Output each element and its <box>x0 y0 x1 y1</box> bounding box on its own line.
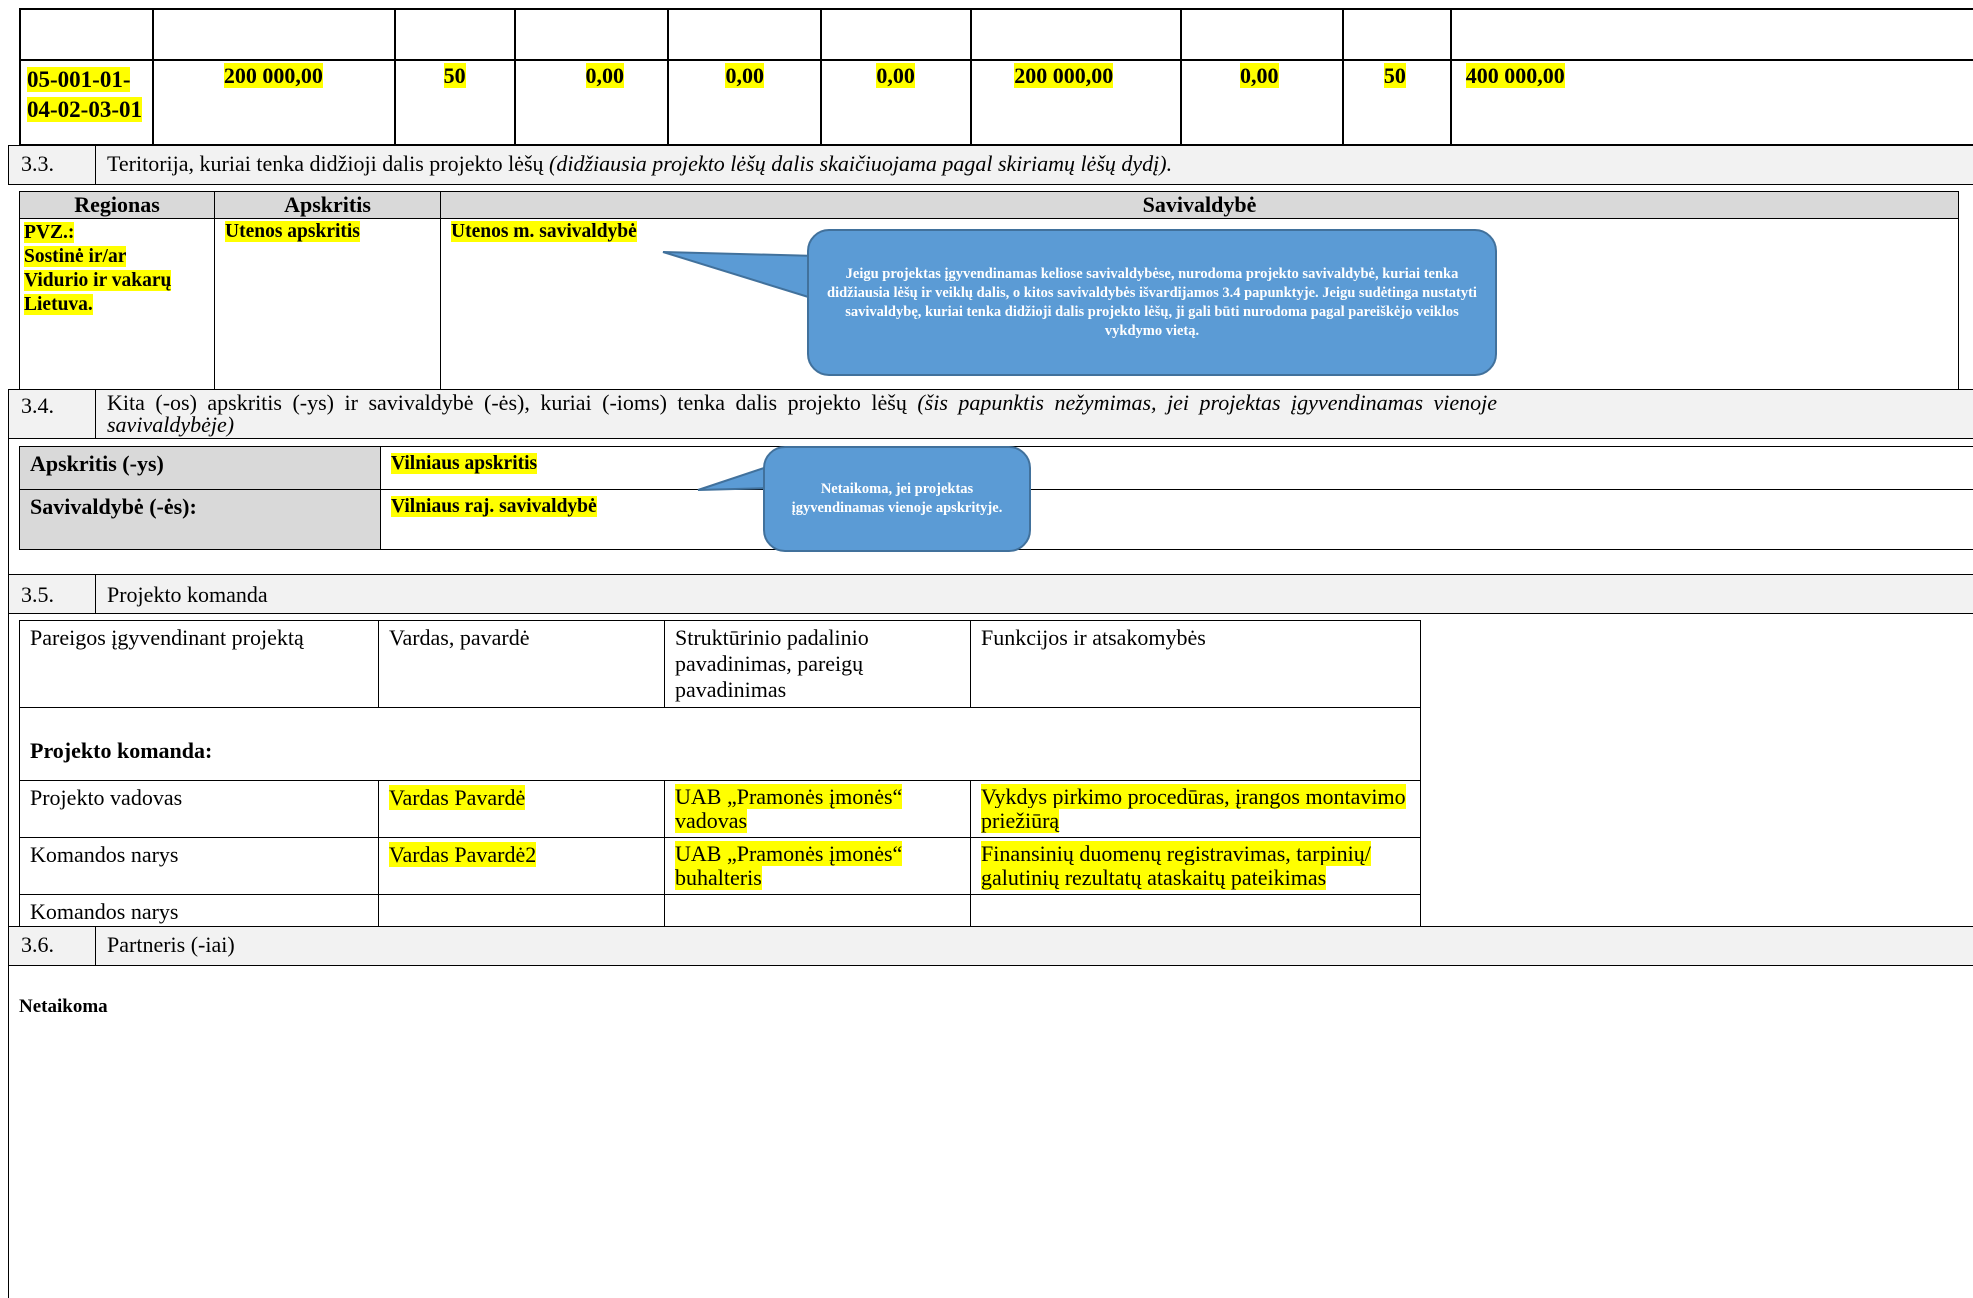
member-role: Komandos narys <box>20 838 379 895</box>
municipality-value: Utenos m. savivaldybė <box>451 221 637 242</box>
section-3-3-heading <box>8 145 1973 185</box>
section-3-5-number: 3.5. <box>21 582 54 607</box>
member-duties: Finansinių duomenų registravimas, tarpinių/ galutinių rezultatų ataskaitų pateikimas <box>981 841 1371 890</box>
header-municipality: Savivaldybė <box>441 192 1959 219</box>
budget-value-8: 50 <box>1383 63 1406 88</box>
member-unit: UAB „Pramonės įmonės“ buhalteris <box>675 841 903 890</box>
team-table <box>19 620 1421 931</box>
county-callout: Netaikoma, jei projektas įgyvendinamas vienoje apskrityje. <box>763 446 1031 552</box>
member-unit: UAB „Pramonės įmonės“ vadovas <box>675 784 903 833</box>
team-subheading: Projekto komanda: <box>20 708 1421 781</box>
section-3-6-number: 3.6. <box>21 932 54 957</box>
member-duties: Vykdys pirkimo procedūras, įrangos montavimo priežiūrą <box>981 784 1406 833</box>
section-3-3-text: Teritorija, kuriai tenka didžioji dalis projekto lėšų <box>107 151 550 176</box>
section-3-4-number: 3.4. <box>21 393 54 418</box>
member-role: Projekto vadovas <box>20 781 379 838</box>
budget-value-4: 0,00 <box>725 63 764 88</box>
budget-code: 05-001-01-04-02-03-01 <box>20 60 153 145</box>
header-county: Apskritis <box>215 192 441 219</box>
budget-value-9: 400 000,00 <box>1465 63 1565 88</box>
section-3-4-text: Kita (-os) apskritis (-ys) ir savivaldybė (-ės), kuriai (-ioms) tenka dalis projekto lėšų <box>107 390 918 415</box>
header-region: Regionas <box>20 192 215 219</box>
callout-pointer <box>660 230 820 310</box>
team-header-unit: Struktūrinio padalinio pavadinimas, pareigų pavadinimas <box>665 621 971 708</box>
municipality-label: Savivaldybė (-ės): <box>20 490 381 550</box>
section-3-3-number: 3.3. <box>21 151 54 176</box>
other-municipality-value: Vilniaus raj. savivaldybė <box>391 496 597 517</box>
budget-value-2: 50 <box>443 63 466 88</box>
budget-value-5: 0,00 <box>876 63 915 88</box>
section-3-5-heading <box>8 574 1973 614</box>
other-county-value: Vilniaus apskritis <box>391 453 538 474</box>
section-3-4-heading: 3.4. Kita (-os) apskritis (-ys) ir savivaldybė (-ės), kuriai (-ioms) tenka dalis projekto lėšų (šis papunktis nežymimas, jei projektas įgyvendinamas vienoje savivaldybėje) <box>8 389 1973 439</box>
budget-value-1: 200 000,00 <box>223 63 323 88</box>
section-3-6-heading <box>8 926 1973 966</box>
county-label: Apskritis (-ys) <box>20 447 381 490</box>
region-cell: PVZ.: Sostinė ir/ar Vidurio ir vakarų Lietuva. <box>20 219 215 391</box>
budget-value-6: 200 000,00 <box>1014 63 1114 88</box>
table-row <box>20 781 1421 838</box>
member-role: Komandos narys <box>20 895 379 931</box>
budget-value-7: 0,00 <box>1240 63 1279 88</box>
municipality-callout: Jeigu projektas įgyvendinamas keliose savivaldybėse, nurodoma projekto savivaldybė, kuriai tenka didžiausia lėšų ir veiklų dalis, o kitos savivaldybės išvardijamos 3.4 papunktyje. Jeigu sudėtinga nustatyti savivaldybę, kuriai tenka didžioji dalis projekto lėšų, ji gali būti nurodoma pagal pareiškėjo veiklos vykdymo vietą. <box>807 229 1497 376</box>
member-name: Vardas Pavardė <box>389 785 526 810</box>
team-header-role: Pareigos įgyvendinant projektą <box>20 621 379 708</box>
budget-table <box>19 8 1973 146</box>
section-3-3-note: (didžiausia projekto lėšų dalis skaičiuojama pagal skiriamų lėšų dydį). <box>549 151 1173 176</box>
table-row <box>20 838 1421 895</box>
budget-value-3: 0,00 <box>585 63 625 88</box>
section-3-6-title: Partneris (-iai) <box>107 932 235 957</box>
partners-value: Netaikoma <box>19 996 108 1017</box>
county-value: Utenos apskritis <box>225 221 360 242</box>
team-header-duties: Funkcijos ir atsakomybės <box>971 621 1421 708</box>
team-header-name: Vardas, pavardė <box>379 621 665 708</box>
section-3-5-title: Projekto komanda <box>107 582 268 607</box>
member-name: Vardas Pavardė2 <box>389 842 537 867</box>
